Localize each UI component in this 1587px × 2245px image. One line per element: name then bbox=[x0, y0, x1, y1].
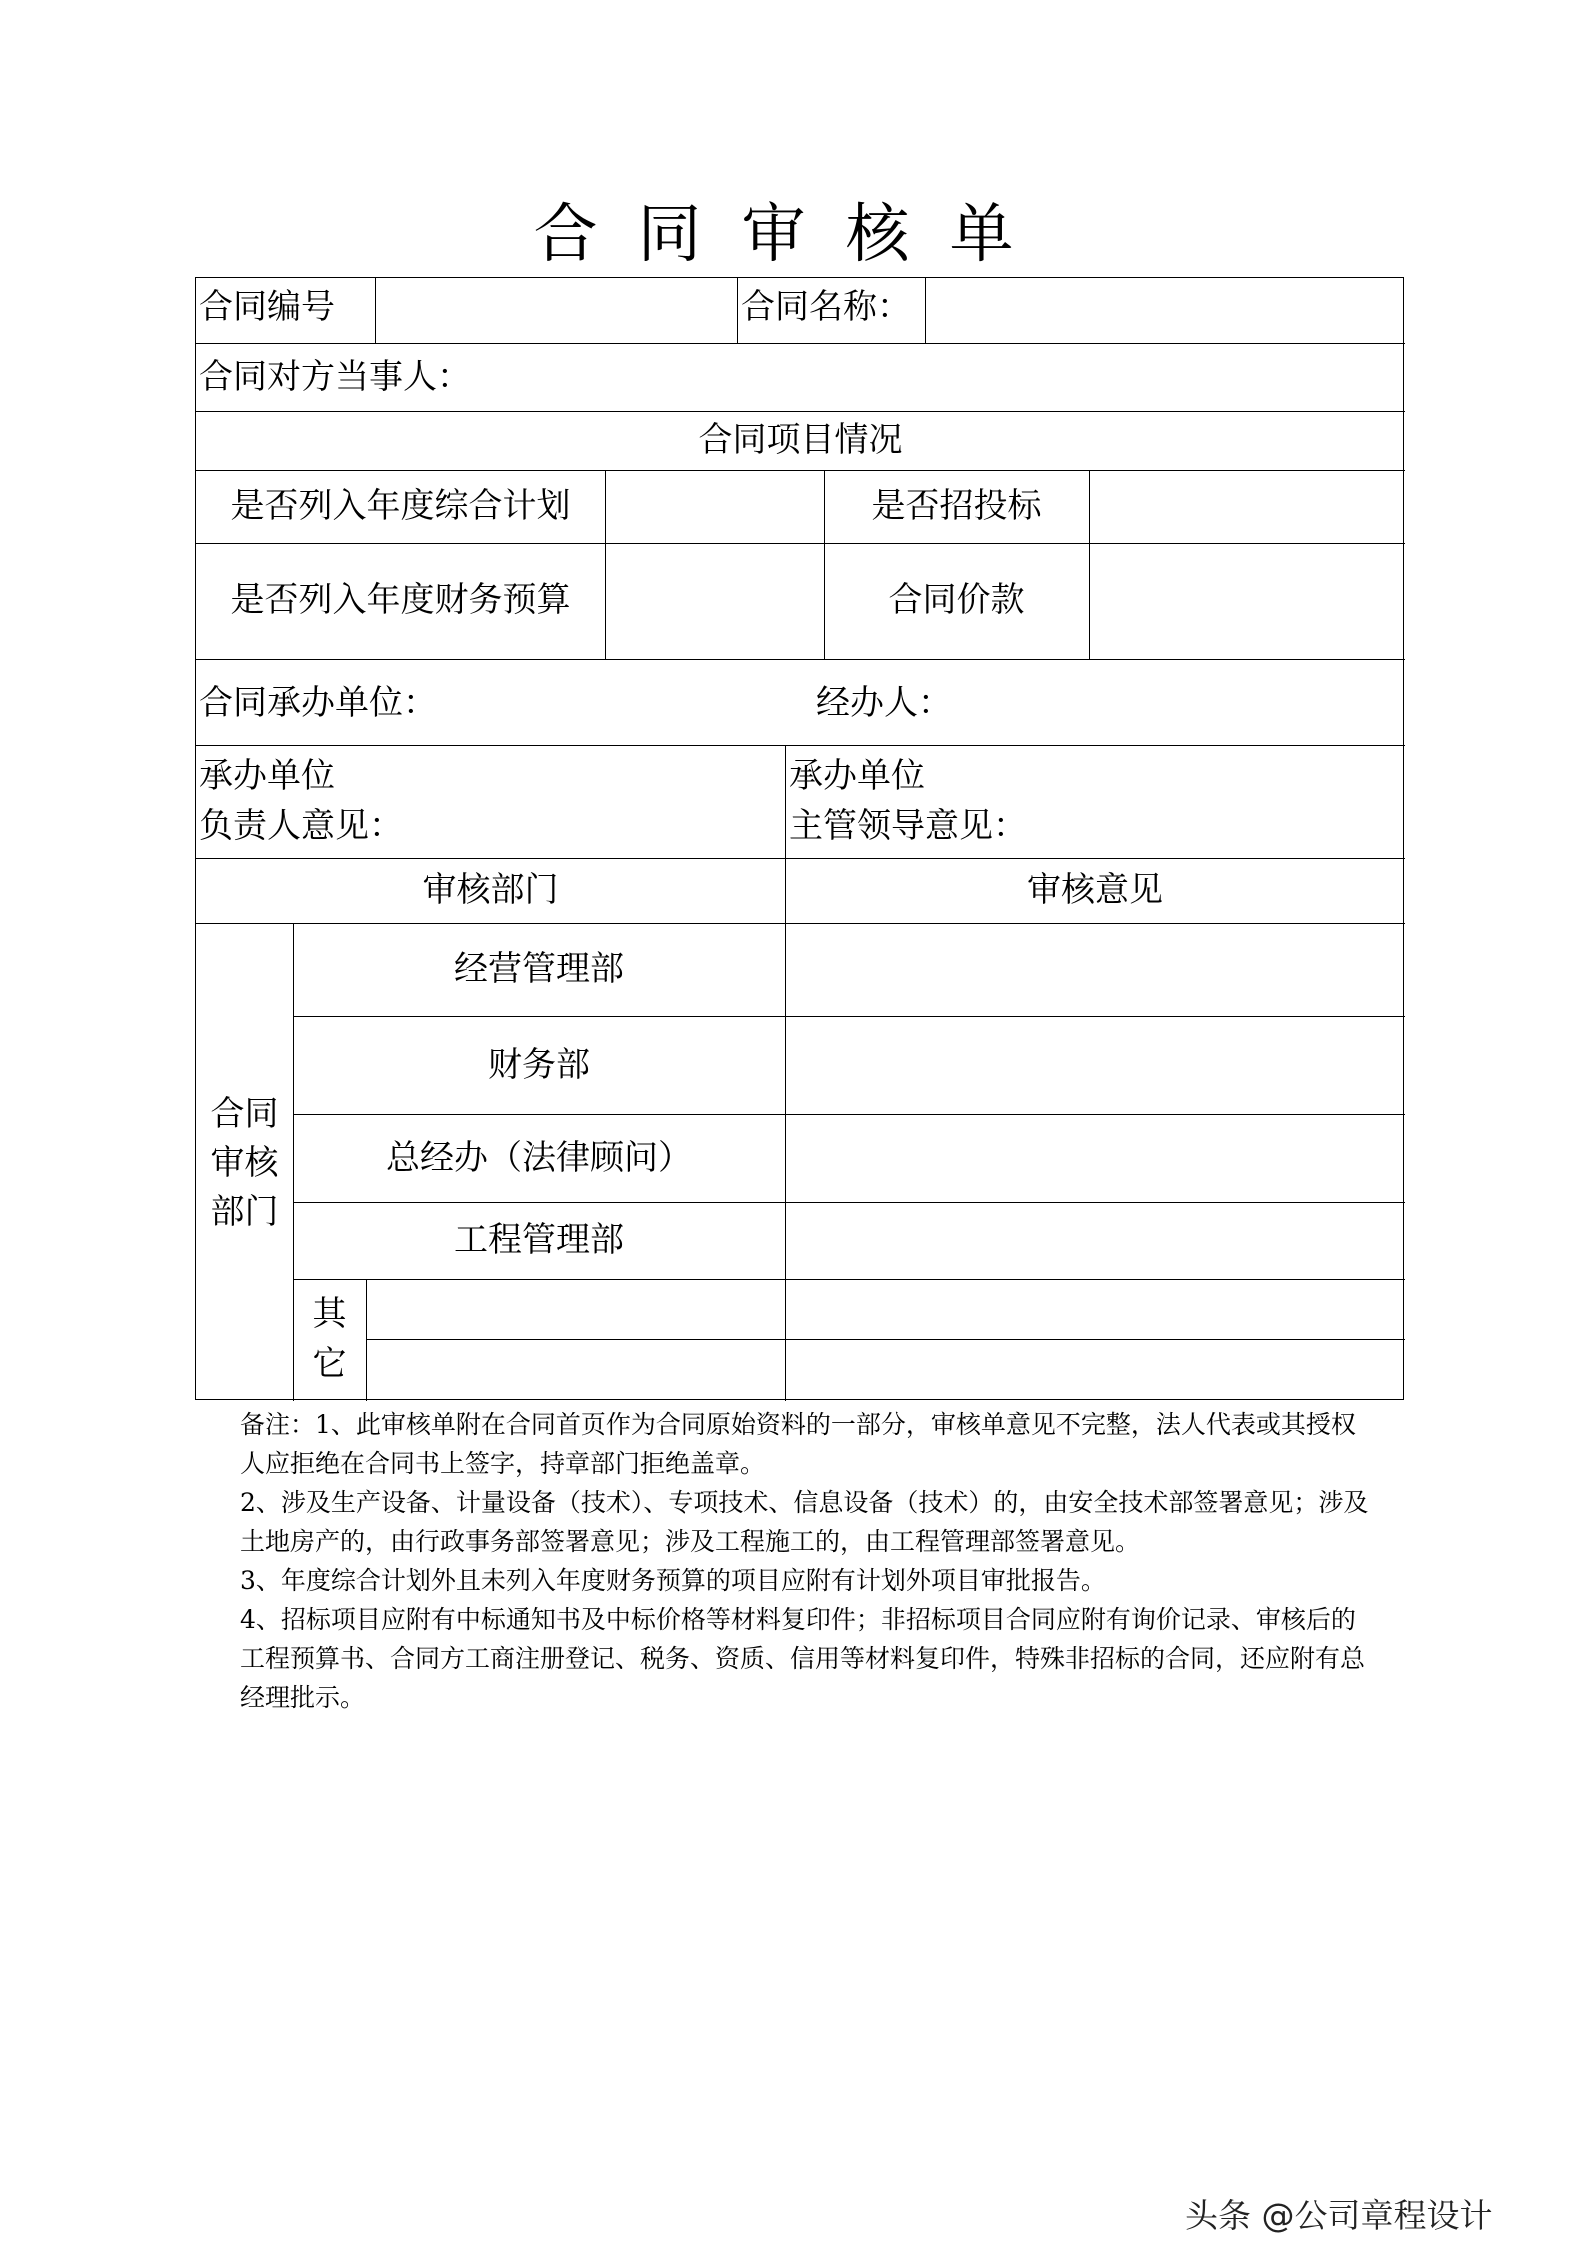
undertaking-unit-label: 合同承办单位： bbox=[199, 683, 437, 723]
note-item: 备注：1、此审核单附在合同首页作为合同原始资料的一部分，审核单意见不完整，法人代表或其授权人应拒绝在合同书上签字，持章部门拒绝盖章。 bbox=[240, 1410, 1356, 1478]
other-label: 它 bbox=[312, 1344, 347, 1384]
opinion-field[interactable] bbox=[787, 1204, 1403, 1277]
contract-no-field[interactable] bbox=[377, 280, 735, 341]
review-group-label: 部门 bbox=[210, 1192, 279, 1232]
contract-name-label: 合同名称： bbox=[741, 287, 911, 327]
watermark: 头条 @公司章程设计 bbox=[1185, 2196, 1493, 2235]
dept-engineering-management: 工程管理部 bbox=[454, 1220, 624, 1260]
review-opinion-header: 审核意见 bbox=[1027, 870, 1163, 910]
price-field[interactable] bbox=[1091, 545, 1403, 657]
unit-head-opinion-label-line1: 承办单位 bbox=[199, 756, 335, 796]
note-item: 4、招标项目应附有中标通知书及中标价格等材料复印件；非招标项目合同应附有询价记录、审核后的工程预算书、合同方工商注册登记、税务、资质、信用等材料复印件，特殊非招标的合同，还应附有总经理批示。 bbox=[240, 1605, 1366, 1712]
opinion-field[interactable] bbox=[787, 1341, 1403, 1399]
dept-business-management: 经营管理部 bbox=[454, 949, 624, 989]
note-item: 3、年度综合计划外且未列入年度财务预算的项目应附有计划外项目审批报告。 bbox=[240, 1566, 1106, 1595]
bidding-label: 是否招投标 bbox=[871, 486, 1042, 526]
notes bbox=[240, 1405, 1370, 1717]
dept-finance: 财务部 bbox=[488, 1045, 590, 1085]
review-group-label: 审核 bbox=[210, 1143, 279, 1183]
price-label: 合同价款 bbox=[888, 580, 1025, 620]
annual-budget-field[interactable] bbox=[607, 545, 822, 657]
opinion-field[interactable] bbox=[787, 1281, 1403, 1337]
unit-head-opinion-label-line2: 负责人意见： bbox=[199, 806, 403, 846]
bidding-field[interactable] bbox=[1091, 472, 1403, 542]
annual-plan-label: 是否列入年度综合计划 bbox=[230, 486, 571, 526]
review-group-label: 合同 bbox=[210, 1094, 279, 1134]
note-item: 2、涉及生产设备、计量设备（技术）、专项技术、信息设备（技术）的，由安全技术部签署意见；涉及土地房产的，由行政事务部签署意见；涉及工程施工的，由工程管理部签署意见。 bbox=[240, 1488, 1369, 1556]
other-dept-field[interactable] bbox=[368, 1281, 783, 1337]
annual-budget-label: 是否列入年度财务预算 bbox=[230, 580, 571, 620]
other-label: 其 bbox=[312, 1294, 347, 1334]
review-dept-header: 审核部门 bbox=[422, 870, 559, 910]
opinion-field[interactable] bbox=[787, 1116, 1403, 1200]
project-section-title: 合同项目情况 bbox=[698, 420, 903, 460]
dept-general-office-legal: 总经办（法律顾问） bbox=[386, 1138, 692, 1178]
counterparty-label: 合同对方当事人： bbox=[199, 357, 471, 397]
opinion-field[interactable] bbox=[787, 925, 1403, 1014]
contract-name-field[interactable] bbox=[927, 280, 1403, 341]
annual-plan-field[interactable] bbox=[607, 472, 822, 542]
opinion-field[interactable] bbox=[787, 1018, 1403, 1112]
contract-review-form bbox=[195, 277, 1404, 1400]
unit-leader-opinion-label-line2: 主管领导意见： bbox=[789, 806, 1027, 846]
other-dept-field[interactable] bbox=[368, 1341, 783, 1399]
handler-label: 经办人： bbox=[816, 683, 952, 723]
unit-leader-opinion-label-line1: 承办单位 bbox=[789, 756, 925, 796]
contract-no-label: 合同编号 bbox=[199, 287, 335, 327]
page-title: 合同审核单 bbox=[533, 198, 1054, 272]
